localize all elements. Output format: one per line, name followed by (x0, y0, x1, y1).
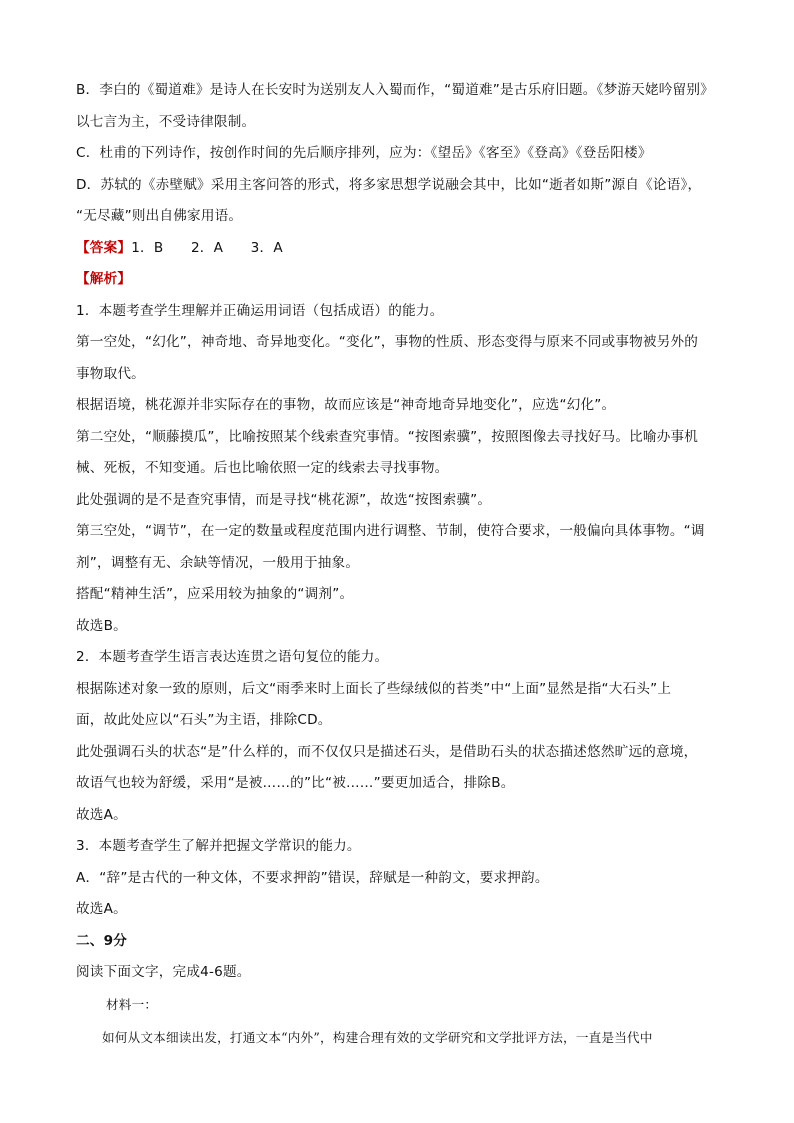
analysis-line: 故选B。 (76, 617, 127, 634)
analysis-line: 搭配“精神生活”，应采用较为抽象的“调剂”。 (76, 586, 354, 602)
analysis-line: 2．本题考查学生语言表达连贯之语句复位的能力。 (76, 649, 389, 665)
analysis-line: 故选A。 (76, 901, 127, 917)
analysis-line: 第二空处，“顺藤摸瓜”，比喻按照某个线索查究事情。“按图索骥”，按照图像去寻找好马。比喻办事机 (76, 428, 699, 445)
analysis-line: 根据陈述对象一致的原则，后文“雨季来时上面长了些绿绒似的苔类”中“上面”显然是指“大石头”上 (76, 680, 672, 697)
analysis-heading (76, 269, 726, 289)
analysis-line: 故选A。 (76, 806, 127, 823)
analysis-line: 1．本题考查学生理解并正确运用词语（包括成语）的能力。 (76, 302, 444, 319)
analysis-line: 械、死板，不知变通。后也比喻依照一定的线索去寻找事物。 (76, 460, 449, 476)
answer-line (76, 238, 726, 258)
analysis-line: A．“辞”是古代的一种文体，不要求押韵”错误，辞赋是一种韵文，要求押韵。 (76, 869, 549, 886)
section-title: 二、9分 (76, 932, 128, 949)
analysis-line: 此处强调石头的状态“是”什么样的，而不仅仅只是描述石头，是借助石头的状态描述悠然旷远的意境， (76, 743, 698, 760)
analysis-line: 根据语境，桃花源并非实际存在的事物，故而应该是“神奇地奇异地变化”，应选“幻化”。 (76, 397, 616, 413)
analysis-line: 剂”，调整有无、余缺等情况，一般用于抽象。 (76, 554, 360, 571)
option-d-line-1: D．苏轼的《赤壁赋》采用主客问答的形式，将多家思想学说融会其中，比如“逝者如斯”源自《论语》， (76, 176, 702, 193)
answer-text: 1．B 2．A 3．A (131, 239, 283, 256)
material-label: 材料一： (106, 997, 158, 1012)
analysis-line: 此处强调的是不是查究事情，而是寻找“桃花源”，故选“按图索骥”。 (76, 491, 492, 508)
section-instruction: 阅读下面文字，完成4-6题。 (76, 964, 251, 980)
analysis-line: 故语气也较为舒缓，采用“是被……的”比“被……”要更加适合，排除B。 (76, 775, 515, 791)
option-b-line-1: B．李白的《蜀道难》是诗人在长安时为送别友人入蜀而作，“蜀道难”是古乐府旧题。《梦游天姥吟留别》 (76, 82, 714, 98)
analysis-line: 面，故此处应以“石头”为主语，排除CD。 (76, 712, 332, 728)
analysis-line: 3．本题考查学生了解并把握文学常识的能力。 (76, 838, 361, 854)
document-body (76, 80, 726, 1060)
analysis-line: 事物取代。 (76, 365, 145, 382)
option-d-line-2: “无尽藏”则出自佛家用语。 (76, 208, 243, 224)
material-text: 如何从文本细读出发，打通文本“内外”，构建合理有效的文学研究和文学批评方法，一直是当代中 (102, 1030, 653, 1045)
analysis-line: 第三空处，“调节”，在一定的数量或程度范围内进行调整、节制，使符合要求，一般偏向具体事物。“调 (76, 523, 705, 539)
analysis-label: 【解析】 (76, 271, 132, 287)
option-b-line-2: 以七言为主，不受诗律限制。 (76, 113, 256, 130)
analysis-line: 第一空处，“幻化”，神奇地、奇异地变化。“变化”，事物的性质、形态变得与原来不同或事物被另外的 (76, 334, 699, 350)
answer-label: 【答案】 (76, 239, 132, 256)
option-c: C．杜甫的下列诗作，按创作时间的先后顺序排列，应为：《望岳》《客至》《登高》《登岳阳楼》 (76, 145, 652, 161)
